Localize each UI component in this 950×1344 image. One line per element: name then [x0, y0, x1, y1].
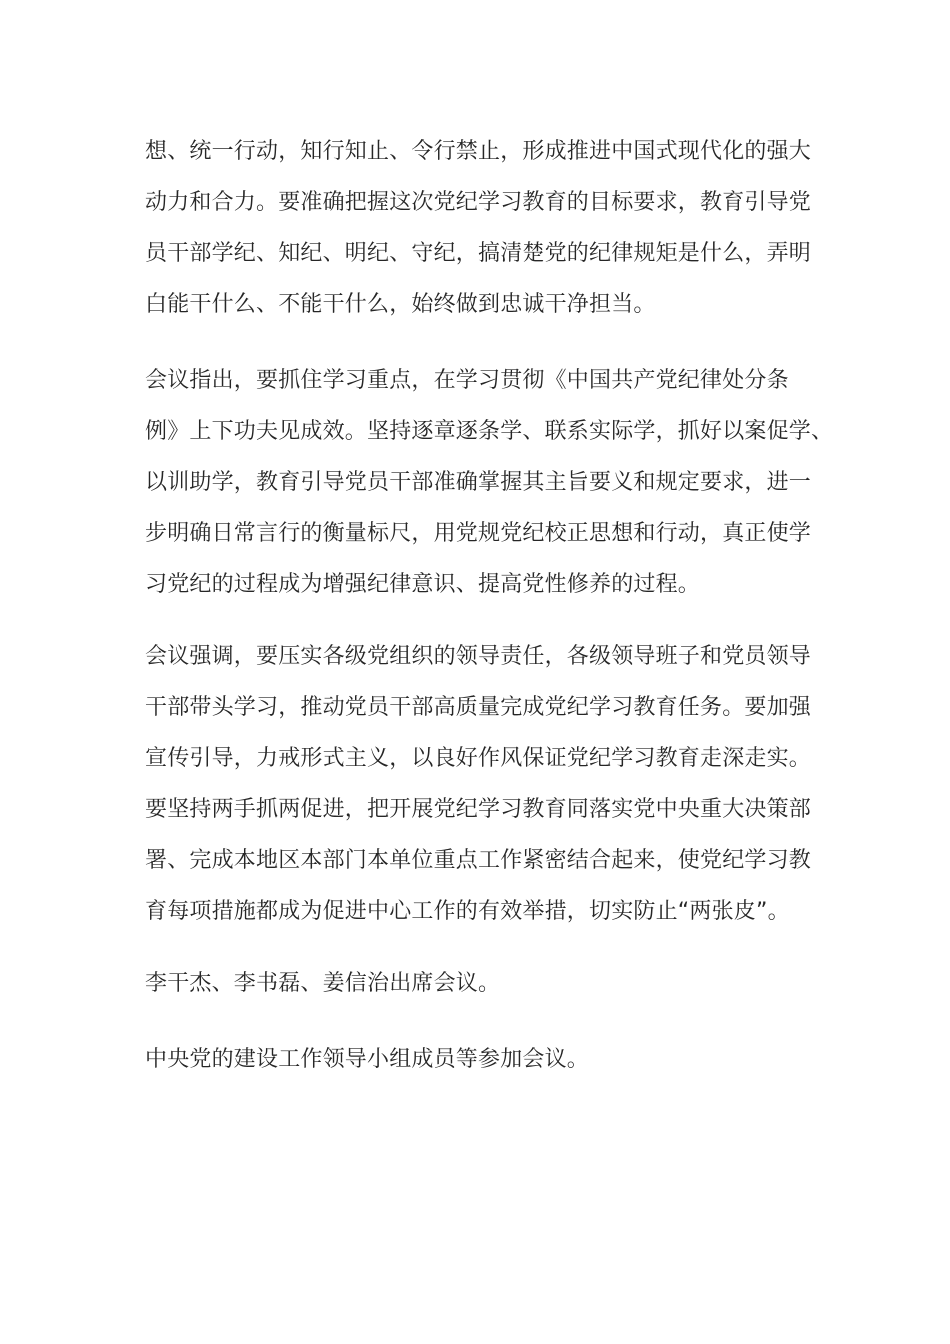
paragraph-line: 动力和合力。要准确把握这次党纪学习教育的目标要求，教育引导党	[145, 190, 812, 215]
paragraph-line: 干部带头学习，推动党员干部高质量完成党纪学习教育任务。要加强	[145, 695, 812, 720]
paragraph-2	[145, 355, 834, 610]
paragraph-line: 会议指出，要抓住学习重点，在学习贯彻《中国共产党纪律处分条	[145, 368, 789, 393]
paragraph-line: 中央党的建设工作领导小组成员等参加会议。	[145, 1047, 590, 1072]
paragraph-1	[145, 126, 825, 330]
paragraph-line: 员干部学纪、知纪、明纪、守纪，搞清楚党的纪律规矩是什么，弄明	[145, 241, 812, 266]
paragraph-4	[145, 958, 825, 1009]
paragraph-line: 例》上下功夫见成效。坚持逐章逐条学、联系实际学，抓好以案促学、	[145, 419, 834, 444]
paragraph-line: 想、统一行动，知行知止、令行禁止，形成推进中国式现代化的强大	[145, 139, 812, 164]
paragraph-line: 白能干什么、不能干什么，始终做到忠诚干净担当。	[145, 292, 656, 317]
paragraph-line: 署、完成本地区本部门本单位重点工作紧密结合起来，使党纪学习教	[145, 848, 812, 873]
paragraph-line: 育每项措施都成为促进中心工作的有效举措，切实防止“两张皮”。	[145, 899, 790, 924]
paragraph-3	[145, 631, 825, 937]
paragraph-line: 会议强调，要压实各级党组织的领导责任，各级领导班子和党员领导	[145, 644, 812, 669]
paragraph-line: 习党纪的过程成为增强纪律意识、提高党性修养的过程。	[145, 572, 701, 597]
paragraph-line: 要坚持两手抓两促进，把开展党纪学习教育同落实党中央重大决策部	[145, 797, 812, 822]
paragraph-line: 宣传引导，力戒形式主义，以良好作风保证党纪学习教育走深走实。	[145, 746, 812, 771]
paragraph-5	[145, 1034, 825, 1085]
paragraph-line: 步明确日常言行的衡量标尺，用党规党纪校正思想和行动，真正使学	[145, 521, 812, 546]
paragraph-line: 李干杰、李书磊、姜信治出席会议。	[145, 971, 501, 996]
paragraph-line: 以训助学，教育引导党员干部准确掌握其主旨要义和规定要求，进一	[145, 470, 812, 495]
